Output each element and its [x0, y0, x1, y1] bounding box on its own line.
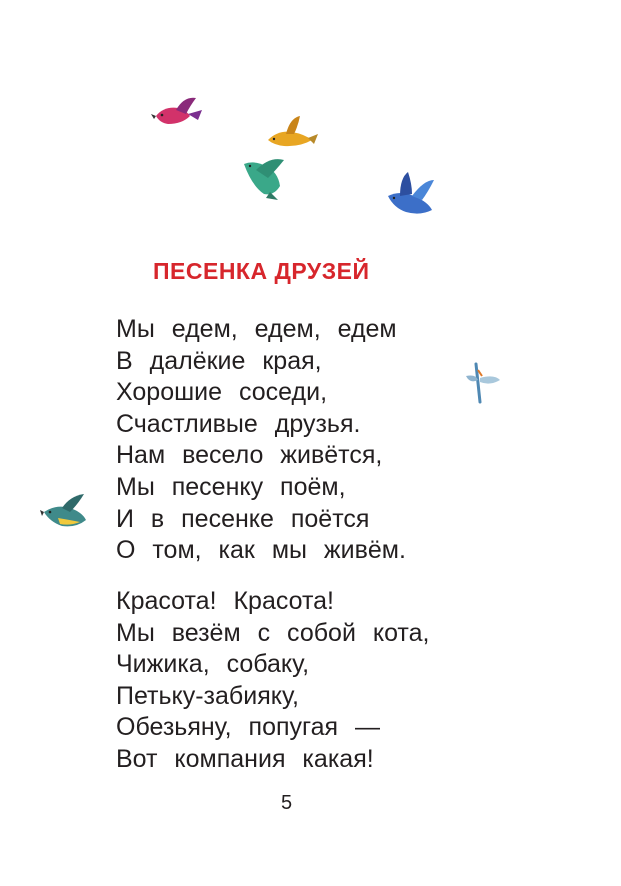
- poem-line: Мы едем, едем, едем: [116, 315, 397, 343]
- poem-line: Хорошие соседи,: [116, 378, 328, 407]
- page-number: 5: [281, 792, 293, 814]
- poem-title: ПЕСЕНКА ДРУЗЕЙ: [153, 258, 370, 284]
- poem-line: Петьку-забияку,: [116, 681, 299, 710]
- poem-line: Обезьяну, попугая —: [116, 713, 380, 742]
- bird-blue-icon: [382, 170, 442, 220]
- poem-line: Счастливые друзья.: [116, 409, 361, 438]
- poem-line: И в песенке поётся: [116, 504, 370, 533]
- bird-yellow-icon: [262, 114, 322, 154]
- poem-line: О том, как мы живём.: [116, 536, 406, 565]
- poem-line: Мы везём с собой кота,: [116, 618, 430, 647]
- bird-teal-icon: [40, 492, 96, 536]
- poem-line: Красота! Красота!: [116, 587, 334, 615]
- poem-line: Нам весело живётся,: [116, 441, 383, 470]
- poem-line: Вот компания какая!: [116, 744, 374, 773]
- poem-stanza-1: [116, 314, 406, 567]
- dragonfly-icon: [460, 362, 504, 406]
- poem-line: Мы песенку поём,: [116, 472, 346, 501]
- poem-stanza-2: [116, 586, 429, 776]
- bird-green-icon: [240, 156, 296, 202]
- poem-line: В далёкие края,: [116, 346, 322, 375]
- bird-pink-icon: [150, 96, 210, 136]
- poem-line: Чижика, собаку,: [116, 650, 310, 679]
